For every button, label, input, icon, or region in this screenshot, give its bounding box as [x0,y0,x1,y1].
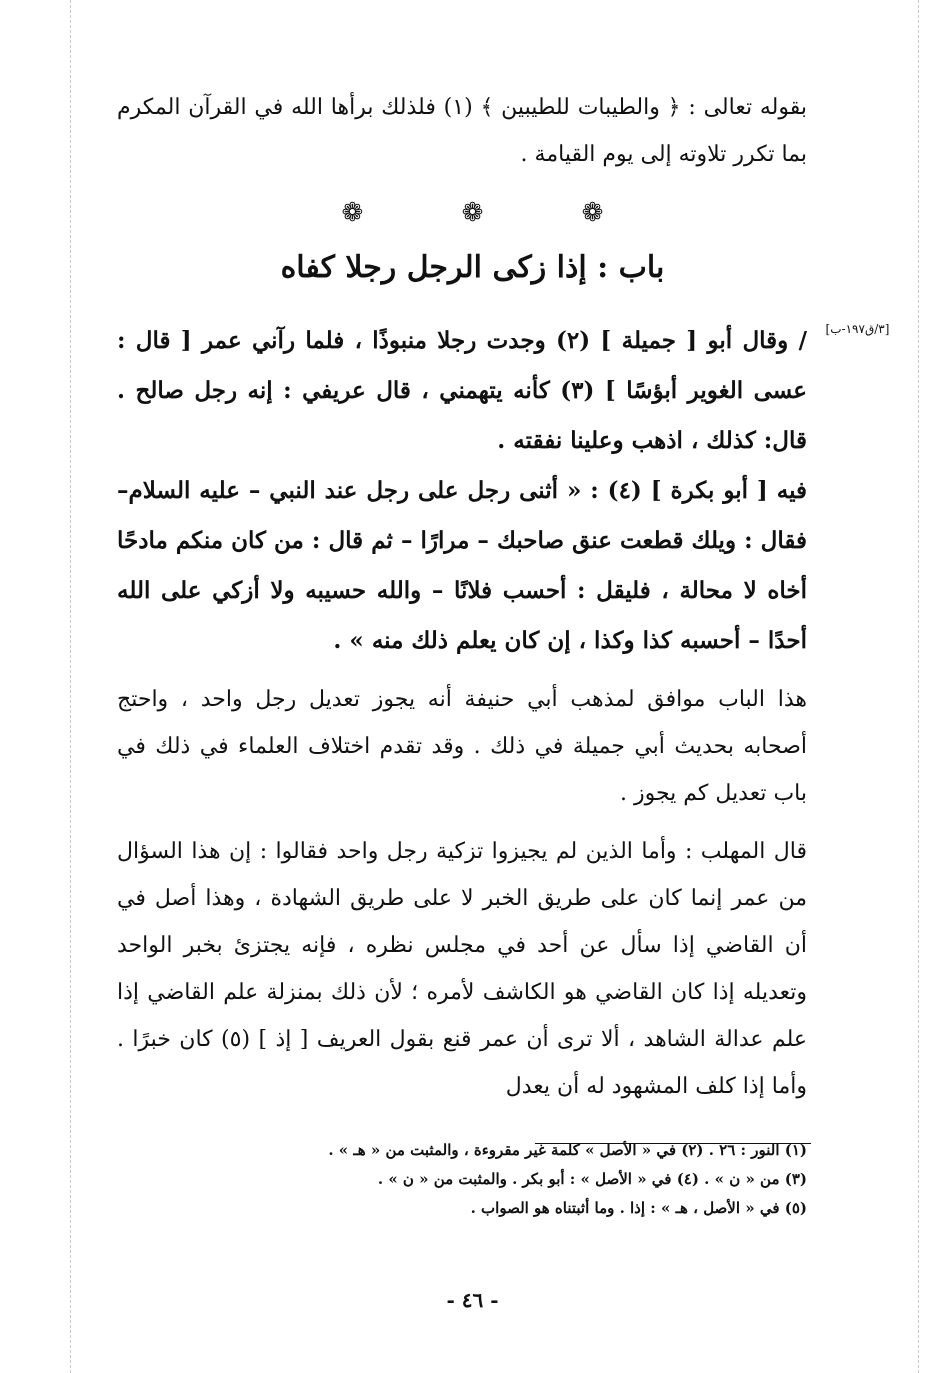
hadith-block-1 [117,316,807,466]
chapter-title: باب : إذا زكى الرجل رجلا كفاه [280,250,665,285]
commentary-block-1 [117,676,807,817]
hadith-block-2 [117,466,807,666]
intro-paragraph-block [117,84,807,178]
commentary-block-2 [117,828,807,1110]
commentary-paragraph-2: قال المهلب : وأما الذين لم يجيزوا تزكية رجل واحد فقالوا : إن هذا السؤال من عمر إنما كان على طريق الخبر لا على طريق الشهادة ، وهذا أصل في أن القاضي إذا سأل عن أحد في مجلس نظره ، فإنه يجتزئ بخبر الواحد وتعديله إذا كان القاضي هو الكاشف لأمره ؛ لأن ذلك بمنزلة علم القاضي إذا علم عدالة الشاهد ، ألا ترى أن عمر قنع بقول العريف [ إذ ] (٥) كان خبرًا . وأما إذا كلف المشهود له أن يعدل [117,839,807,1099]
athar-paragraph: / وقال أبو [ جميلة ] (٢) وجدت رجلا منبوذًا ، فلما رآني عمر [ قال : عسى الغوير أبؤسًا ] (٣) كأنه يتهمني ، قال عريفي : إنه رجل صالح . قال: كذلك ، اذهب وعلينا نفقته . [117,327,807,454]
section-separator: ❁ ❁ ❁ [341,198,649,228]
hadith-paragraph: فيه [ أبو بكرة ] (٤) : « أثنى رجل على رجل عند النبي – عليه السلام– فقال : ويلك قطعت عنق صاحبك – مرارًا – ثم قال : من كان منكم مادحًا أخاه لا محالة ، فليقل : أحسب فلانًا – والله حسيبه ولا أزكي على الله أحدًا – أحسبه كذا وكذا ، إن كان يعلم ذلك منه » . [117,477,808,654]
commentary-paragraph-1: هذا الباب موافق لمذهب أبي حنيفة أنه يجوز تعديل رجل واحد ، واحتج أصحابه بحديث أبي جميلة في ذلك . وقد تقدم اختلاف العلماء في ذلك في باب تعديل كم يجوز . [117,687,807,806]
footnote-line: (٥) في « الأصل ، هـ » : إذا . وما أثبتناه هو الصواب . [470,1199,807,1217]
intro-paragraph: بقوله تعالى : ﴿ والطيبات للطيبين ﴾ (١) فلذلك برأها الله في القرآن المكرم بما تكرر تلاوته إلى يوم القيامة . [117,95,808,167]
page-number: - ٤٦ - [446,1288,499,1312]
footnote-line: (٣) من « ن » . (٤) في « الأصل » : أبو بكر . والمثبت من « ن » . [377,1170,807,1188]
manuscript-folio-ref: [٣/ق١٩٧-ب] [825,322,890,336]
footnotes [117,1136,807,1223]
footnote-line: (١) النور : ٢٦ . (٢) في « الأصل » كلمة غير مقروءة ، والمثبت من « هـ » . [328,1141,807,1159]
